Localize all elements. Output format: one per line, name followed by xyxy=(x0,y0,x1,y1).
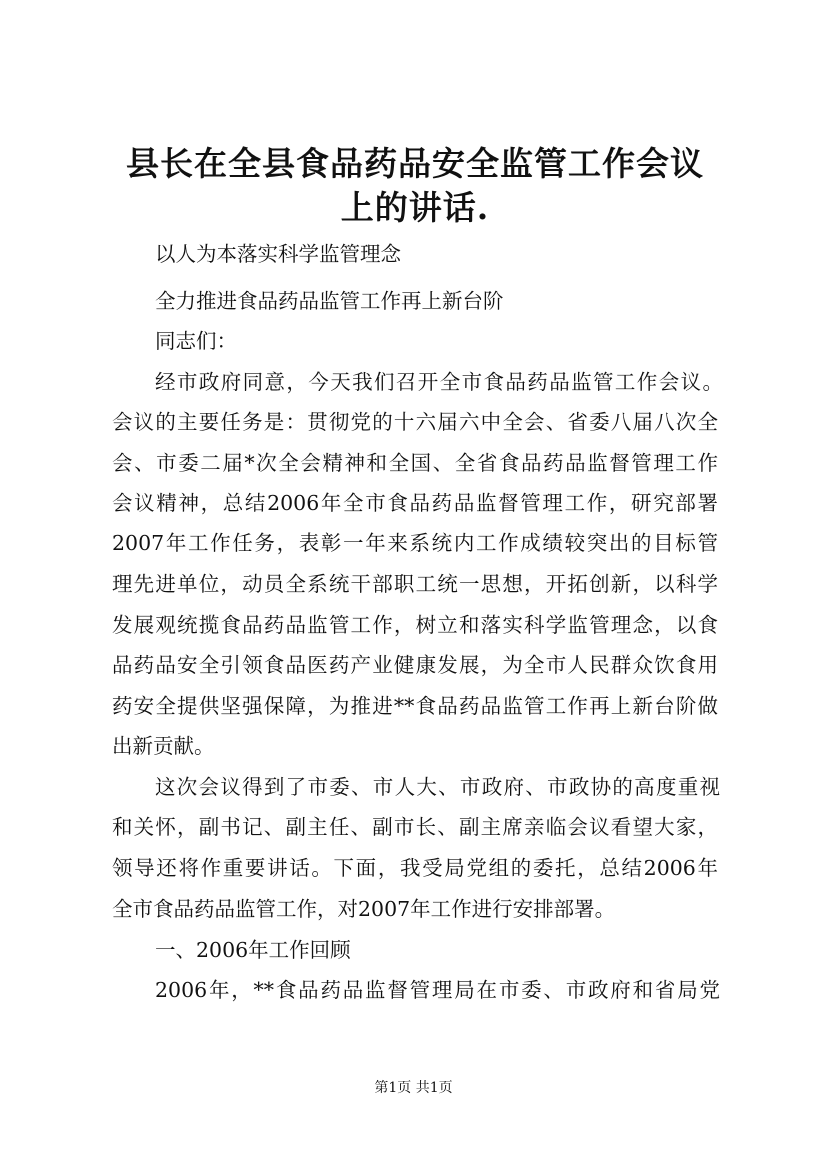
paragraph-line: 会议的主要任务是：贯彻党的十六届六中全会、省委八届八次全 xyxy=(112,410,718,434)
paragraph-line: 2007年工作任务，表彰一年来系统内工作成绩较突出的目标管 xyxy=(112,531,718,555)
paragraph-line: 出新贡献。 xyxy=(112,734,215,758)
section-heading: 一、2006年工作回顾 xyxy=(155,938,351,962)
paragraph-line: 和关怀，副书记、副主任、副市长、副主席亲临会议看望大家， xyxy=(112,815,718,839)
paragraph-line: 这次会议得到了市委、市人大、市政府、市政协的高度重视 xyxy=(155,775,720,799)
paragraph-line: 2006年，**食品药品监督管理局在市委、市政府和省局党 xyxy=(155,978,720,1002)
paragraph-line: 会、市委二届*次全会精神和全国、全省食品药品监督管理工作 xyxy=(112,451,718,475)
paragraph-line: 发展观统揽食品药品监管工作，树立和落实科学监管理念，以食 xyxy=(112,613,718,637)
paragraph-line: 经市政府同意，今天我们召开全市食品药品监管工作会议。 xyxy=(155,370,723,394)
paragraph-line: 理先进单位，动员全系统干部职工统一思想，开拓创新，以科学 xyxy=(112,572,718,596)
paragraph-line: 药安全提供坚强保障，为推进**食品药品监管工作再上新台阶做 xyxy=(112,694,718,718)
subtitle-line-2: 全力推进食品药品监管工作再上新台阶 xyxy=(155,289,504,313)
salutation: 同志们： xyxy=(155,329,237,353)
paragraph-line: 全市食品药品监管工作，对2007年工作进行安排部署。 xyxy=(112,897,616,921)
page-number-footer: 第1页 共1页 xyxy=(374,1080,453,1096)
paragraph-line: 会议精神，总结2006年全市食品药品监督管理工作，研究部署 xyxy=(112,491,718,515)
paragraph-line: 品药品安全引领食品医药产业健康发展，为全市人民群众饮食用 xyxy=(112,653,718,677)
subtitle-line-1: 以人为本落实科学监管理念 xyxy=(155,242,401,266)
paragraph-line: 领导还将作重要讲话。下面，我受局党组的委托，总结2006年 xyxy=(112,856,718,880)
document-title: 县长在全县食品药品安全监管工作会议上的讲话. xyxy=(126,144,704,227)
